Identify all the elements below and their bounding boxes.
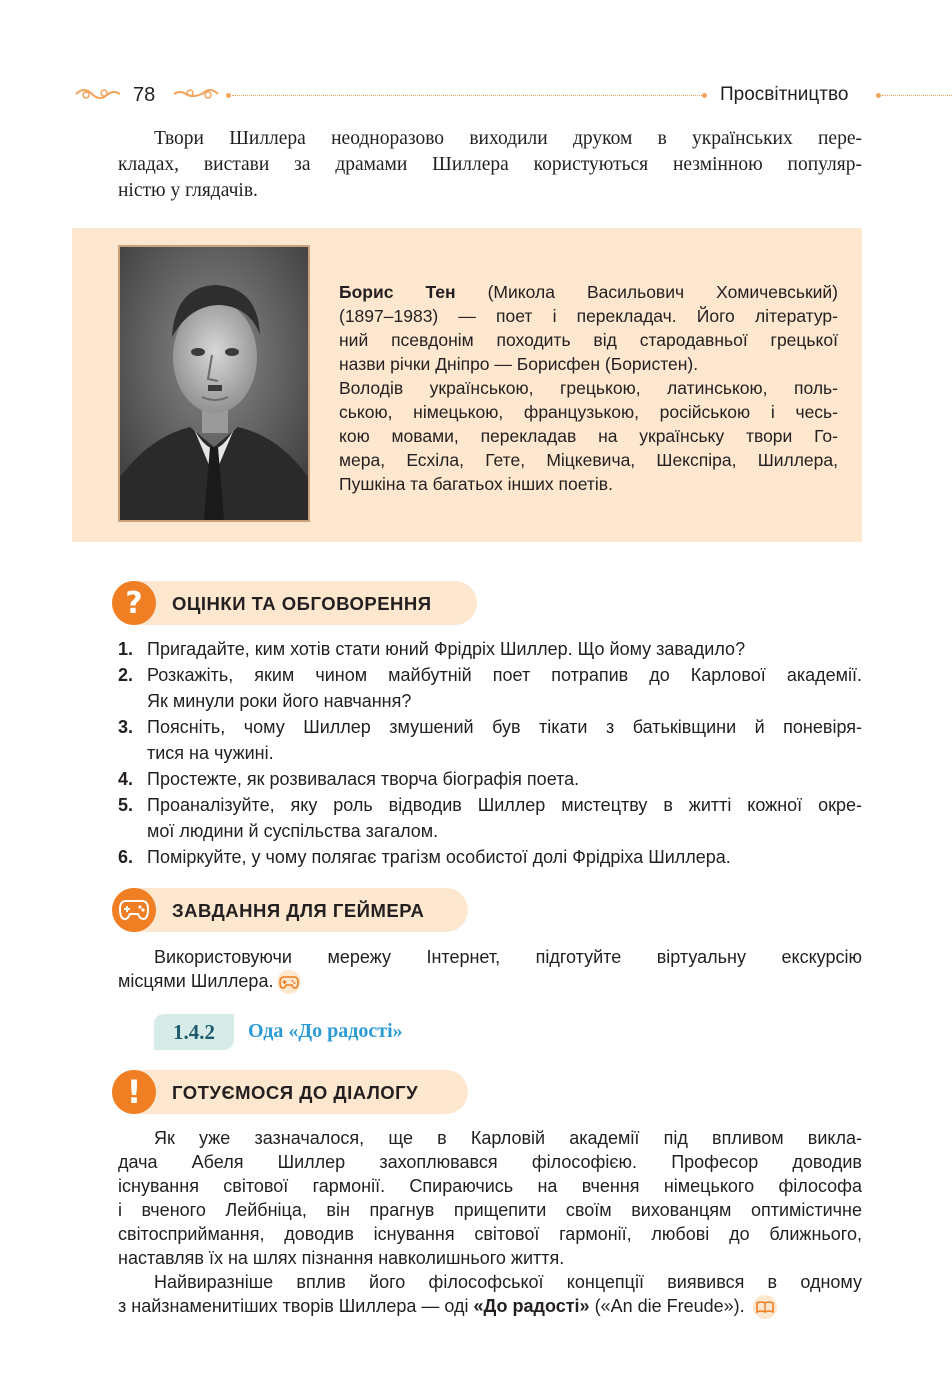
- text-line: Проаналізуйте, яку роль відводив Шиллер мистецтву в житті кожної окре-: [147, 795, 862, 815]
- dialog-last-line: [118, 1294, 862, 1319]
- dialog-heading: ГОТУЄМОСЯ ДО ДІАЛОГУ: [172, 1082, 419, 1103]
- item-number: 6.: [118, 847, 134, 867]
- list-item: [118, 714, 862, 766]
- text-line: (Микола Васильович Хомичевський): [455, 282, 838, 302]
- header-dot: [226, 93, 231, 98]
- section-title: Просвітництво: [720, 84, 849, 105]
- list-item: [118, 636, 862, 662]
- header-rule: [232, 95, 702, 96]
- gamepad-icon: [112, 888, 156, 932]
- list-item: [118, 766, 862, 792]
- text-line: наставляв їх на шлях пізнання навколишнього життя.: [118, 1248, 565, 1268]
- text-line: місцями Шиллера.: [118, 971, 274, 991]
- text-line: ністю у глядачів.: [118, 180, 258, 201]
- text-line: мої людини й суспільства загалом.: [147, 821, 439, 841]
- text-line: дача Абеля Шиллер захоплювався філософією. Професор доводив: [118, 1152, 862, 1172]
- subsection-number: 1.4.2: [154, 1014, 234, 1050]
- work-title: «До радості»: [473, 1296, 590, 1316]
- text-line: і вченого Лейбніца, він прагнув прищепити своїм вихованцям оптимістичне: [118, 1200, 862, 1220]
- text-line: Пушкіна та багатьох інших поетів.: [339, 474, 613, 494]
- right-ornament-icon: [170, 84, 220, 104]
- list-item: [118, 662, 862, 714]
- text-line: тися на чужині.: [147, 743, 274, 763]
- question-icon: ?: [112, 581, 156, 625]
- text-line: ською, німецькою, французькою, російською і чесь-: [339, 402, 838, 422]
- text-line: кладах, вистави за драмами Шиллера користуються незмінною популяр-: [118, 154, 862, 175]
- text-line: світосприймання, доводив існування світової гармонії, любові до ближнього,: [118, 1224, 862, 1244]
- text-line: назви річки Дніпро — Борисфен (Бористен).: [339, 354, 699, 374]
- text-line: (1897–1983) — поет і перекладач. Його літератур-: [339, 306, 838, 326]
- book-icon: [753, 1295, 777, 1319]
- text-line: Поміркуйте, у чому полягає трагізм особистої долі Фрідріха Шиллера.: [147, 847, 731, 867]
- text-line: ний псевдонім походить від стародавньої грецької: [339, 330, 838, 350]
- questions-list: [118, 636, 862, 870]
- text-line: Як минули роки його навчання?: [147, 691, 412, 711]
- text-line: Твори Шиллера неодноразово виходили друком в українських пере-: [154, 128, 862, 149]
- item-number: 5.: [118, 795, 134, 815]
- item-number: 2.: [118, 665, 134, 685]
- bio-first-line: [339, 280, 838, 304]
- header-rule: [882, 95, 952, 96]
- text-fragment: («An die Freude»).: [589, 1296, 745, 1316]
- dialog-paragraph-1: [118, 1126, 862, 1319]
- list-item: [118, 792, 862, 844]
- text-line: Простежте, як розвивалася творча біографія поета.: [147, 769, 580, 789]
- gamer-heading: ЗАВДАННЯ ДЛЯ ГЕЙМЕРА: [172, 900, 425, 921]
- item-number: 3.: [118, 717, 134, 737]
- text-line: мера, Есхіла, Гете, Міцкевича, Шекспіра, Шиллера,: [339, 450, 838, 470]
- text-line: Володів українською, грецькою, латинською, поль-: [339, 378, 838, 398]
- header-dot: [876, 93, 881, 98]
- bio-text: [339, 280, 838, 496]
- gamer-paragraph: [118, 945, 862, 994]
- left-ornament-icon: [74, 84, 124, 104]
- item-number: 1.: [118, 639, 134, 659]
- text-line: Найвиразніше вплив його філософської концепції виявився в одному: [154, 1272, 862, 1292]
- text-line: Поясніть, чому Шиллер змушений був тікати з батьківщини й поневіря-: [147, 717, 862, 737]
- bio-name: Борис Тен: [339, 282, 456, 302]
- portrait-image: [120, 247, 308, 520]
- text-line: Використовуючи мережу Інтернет, підготуйте віртуальну екскурсію: [154, 947, 862, 967]
- assessment-heading: ОЦІНКИ ТА ОБГОВОРЕННЯ: [172, 593, 432, 614]
- text-line: кою мовами, перекладав на українську твори Го-: [339, 426, 838, 446]
- item-number: 4.: [118, 769, 134, 789]
- subsection-title: Ода «До радості»: [248, 1020, 403, 1042]
- exclamation-icon: !: [112, 1070, 156, 1114]
- text-fragment: з найзнаменитіших творів Шиллера — оді: [118, 1296, 474, 1316]
- text-line: Розкажіть, яким чином майбутній поет потрапив до Карлової академії.: [147, 665, 862, 685]
- page-number: 78: [133, 84, 156, 106]
- text-line: Пригадайте, ким хотів стати юний Фрідріх Шиллер. Що йому завадило?: [147, 639, 746, 659]
- gamepad-icon: [277, 970, 301, 994]
- header-dot: [702, 93, 707, 98]
- list-item: [118, 844, 862, 870]
- portrait-photo: [118, 245, 310, 522]
- text-line: Як уже зазначалося, ще в Карловій академії під впливом викла-: [154, 1128, 862, 1148]
- gamer-last-line: [118, 969, 862, 994]
- intro-paragraph: [118, 126, 862, 204]
- text-line: існування світової гармонії. Спираючись на вчення німецького філософа: [118, 1176, 862, 1196]
